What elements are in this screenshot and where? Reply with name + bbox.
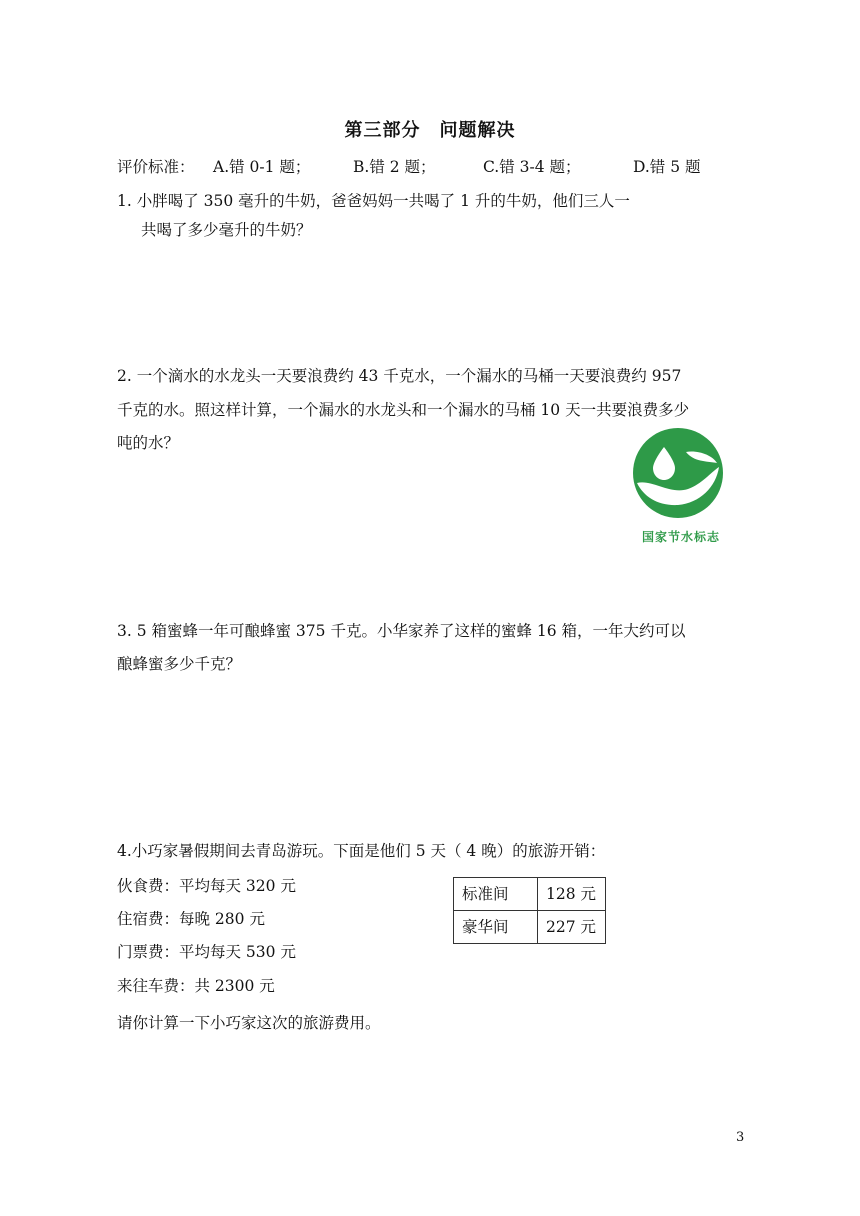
question-2-line-3: 吨的水？ [117,434,180,452]
room-type-cell: 标准间 [454,878,538,911]
question-4-intro: 4.小巧家暑假期间去青岛游玩。下面是他们 5 天（ 4 晚）的旅游开销： [117,842,606,860]
question-2-line-2: 千克的水。照这样计算，一个漏水的水龙头和一个漏水的马桶 10 天一共要浪费多少 [117,401,690,419]
question-1-line-2: 共喝了多少毫升的牛奶？ [141,221,312,239]
section-title: 第三部分 问题解决 [344,120,516,141]
criteria-d: D.错 5 题 [633,158,701,176]
logo-caption: 国家节水标志 [641,530,720,544]
table-row [454,878,606,911]
question-2-line-1: 2. 一个滴水的水龙头一天要浪费约 43 千克水，一个漏水的马桶一天要浪费约 957 [117,367,682,385]
room-type-cell: 豪华间 [454,911,538,944]
ticket-cost: 门票费：平均每天 530 元 [117,943,296,961]
question-1-line-1: 1. 小胖喝了 350 毫升的牛奶，爸爸妈妈一共喝了 1 升的牛奶，他们三人一 [117,192,630,210]
transport-cost: 来往车费：共 2300 元 [117,977,275,995]
criteria-c: C.错 3-4 题； [483,158,581,176]
criteria-label: 评价标准： [117,158,195,176]
room-price-cell: 128 元 [538,878,606,911]
room-price-cell: 227 元 [538,911,606,944]
table-row [454,911,606,944]
food-cost: 伙食费：平均每天 320 元 [117,877,296,895]
page-number: 3 [736,1130,745,1145]
criteria-b: B.错 2 题； [353,158,436,176]
room-price-table [453,877,606,944]
question-3-line-1: 3. 5 箱蜜蜂一年可酿蜂蜜 375 千克。小华家养了这样的蜜蜂 16 箱，一年大约可以 [117,622,686,640]
lodging-cost: 住宿费：每晚 280 元 [117,910,265,928]
question-3-line-2: 酿蜂蜜多少千克？ [117,655,242,673]
question-4-ask: 请你计算一下小巧家这次的旅游费用。 [117,1014,381,1032]
criteria-a: A.错 0-1 题； [213,158,311,176]
evaluation-criteria [117,157,701,177]
